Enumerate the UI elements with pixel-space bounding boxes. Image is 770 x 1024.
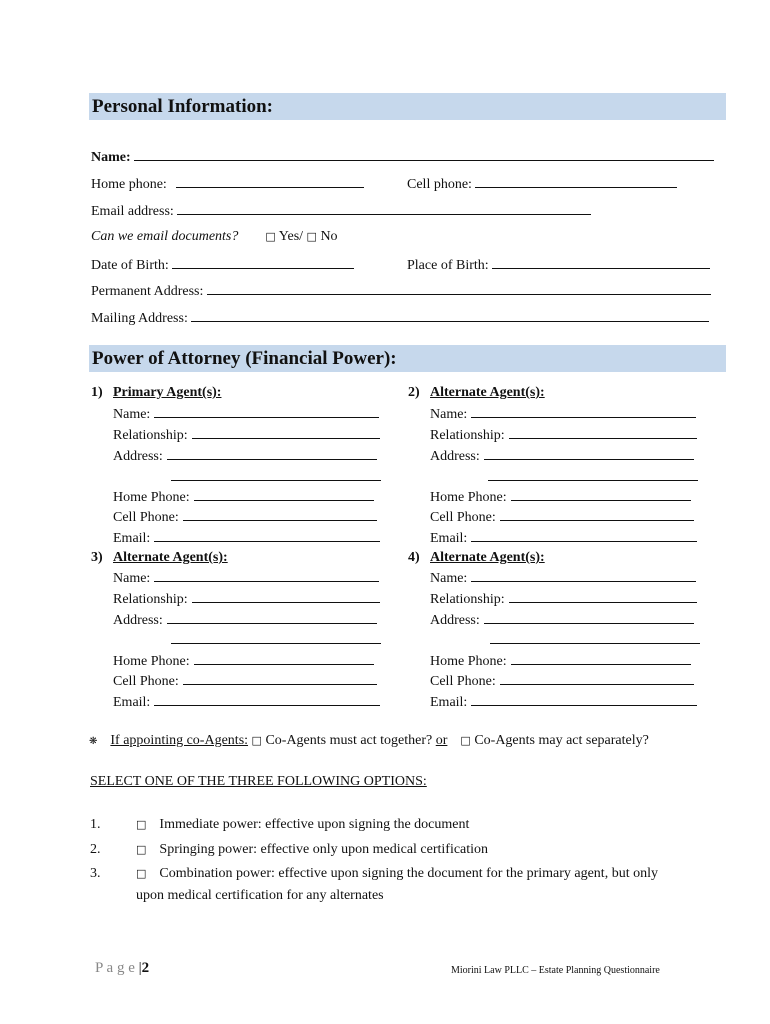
coagent-or: or [435,733,448,748]
coagent-together-label: Co-Agents must act together? [265,733,433,748]
agent-4-cell-phone: Cell Phone: [430,672,694,690]
dob-label: Date of Birth: [91,258,169,273]
name-line[interactable] [134,148,714,161]
agent-3-address-line2 [171,631,381,649]
option-3 [136,866,658,882]
coagent-separately-label: Co-Agents may act separately? [474,733,649,748]
coagent-separately-checkbox[interactable]: □ [460,734,471,747]
coagent-together-checkbox[interactable]: □ [251,734,262,747]
personal-info-title: Personal Information: [92,96,274,117]
footer-firm: Miorini Law PLLC – Estate Planning Questionnaire [451,965,660,976]
mailing-address-line[interactable] [191,309,709,322]
mailing-address-label: Mailing Address: [91,311,188,326]
agent-1-relationship: Relationship: [113,426,380,444]
agent-4-email: Email: [430,693,697,711]
agent-1-email: Email: [113,529,380,547]
agent-4-relationship: Relationship: [430,590,697,608]
agent-2-address: Address: [430,447,694,465]
footer-page [95,960,149,977]
agent-3-name: Name: [113,569,379,587]
footer-separator: | [138,960,142,976]
footer-page-number: 2 [141,960,150,976]
personal-info-header [89,93,726,120]
option-3-text: Combination power: effective upon signing the document for the primary agent, but only [159,866,658,881]
options-heading: SELECT ONE OF THE THREE FOLLOWING OPTIONS: [90,774,427,789]
option-2-number: 2. [90,842,101,857]
agent-1-address: Address: [113,447,377,465]
dob-line[interactable] [172,256,354,269]
home-phone-line[interactable] [176,175,364,188]
no-checkbox[interactable]: □ [306,230,317,243]
option-1-number: 1. [90,817,101,832]
asterism-icon: ❋ [89,736,98,747]
agent-2-email: Email: [430,529,697,547]
agent-2-relationship: Relationship: [430,426,697,444]
agent-3-title: 3) Alternate Agent(s): [91,550,228,565]
permanent-address-field [91,282,711,300]
agent-3-relationship: Relationship: [113,590,380,608]
agent-2-address-line2 [488,468,698,486]
email-docs-question: Can we email documents? [91,229,239,244]
option-1 [136,817,469,833]
option-3-number: 3. [90,866,101,881]
agent-4-title: 4) Alternate Agent(s): [408,550,545,565]
home-phone-label: Home phone: [91,177,167,192]
mailing-address-field [91,309,709,327]
no-label: No [320,229,338,244]
agent-2-name: Name: [430,405,696,423]
pob-line[interactable] [492,256,710,269]
footer-page-label: P a g e [95,960,135,976]
cell-phone-line[interactable] [475,175,677,188]
agent-1-cell-phone: Cell Phone: [113,508,377,526]
yes-label: Yes/ [278,229,304,244]
agent-4-address: Address: [430,611,694,629]
dob-field [91,256,354,274]
option-1-checkbox[interactable]: □ [136,818,147,831]
cell-phone-field [407,175,677,193]
permanent-address-line[interactable] [207,282,711,295]
agent-2-cell-phone: Cell Phone: [430,508,694,526]
poa-header [89,345,726,372]
option-3-checkbox[interactable]: □ [136,867,147,880]
agent-3-home-phone: Home Phone: [113,652,374,670]
pob-field [407,256,710,274]
option-2-checkbox[interactable]: □ [136,843,147,856]
email-line[interactable] [177,202,591,215]
agent-2-title: 2) Alternate Agent(s): [408,385,545,400]
option-2-text: Springing power: effective only upon medical certification [159,842,489,857]
permanent-address-label: Permanent Address: [91,284,204,299]
pob-label: Place of Birth: [407,258,489,273]
agent-3-address: Address: [113,611,377,629]
email-field [91,202,591,220]
agent-3-email: Email: [113,693,380,711]
yes-checkbox[interactable]: □ [265,230,276,243]
option-3-text-continued: upon medical certification for any alternates [136,888,384,903]
option-1-text: Immediate power: effective upon signing the document [159,817,470,832]
agent-4-name: Name: [430,569,696,587]
agent-1-address-line2 [171,468,381,486]
email-label: Email address: [91,204,174,219]
agent-4-home-phone: Home Phone: [430,652,691,670]
agent-2-home-phone: Home Phone: [430,488,691,506]
agent-1-title: 1) Primary Agent(s): [91,385,222,400]
option-2 [136,842,488,858]
coagent-row [89,733,649,749]
name-label: Name: [91,150,131,165]
coagent-prefix: If appointing co-Agents: [110,733,249,748]
email-docs-row [91,229,338,245]
agent-1-home-phone: Home Phone: [113,488,374,506]
agent-4-address-line2 [490,631,700,649]
cell-phone-label: Cell phone: [407,177,472,192]
agent-3-cell-phone: Cell Phone: [113,672,377,690]
home-phone-field [91,175,364,193]
poa-title: Power of Attorney (Financial Power): [92,348,397,369]
name-field [91,148,714,166]
agent-1-name: Name: [113,405,379,423]
